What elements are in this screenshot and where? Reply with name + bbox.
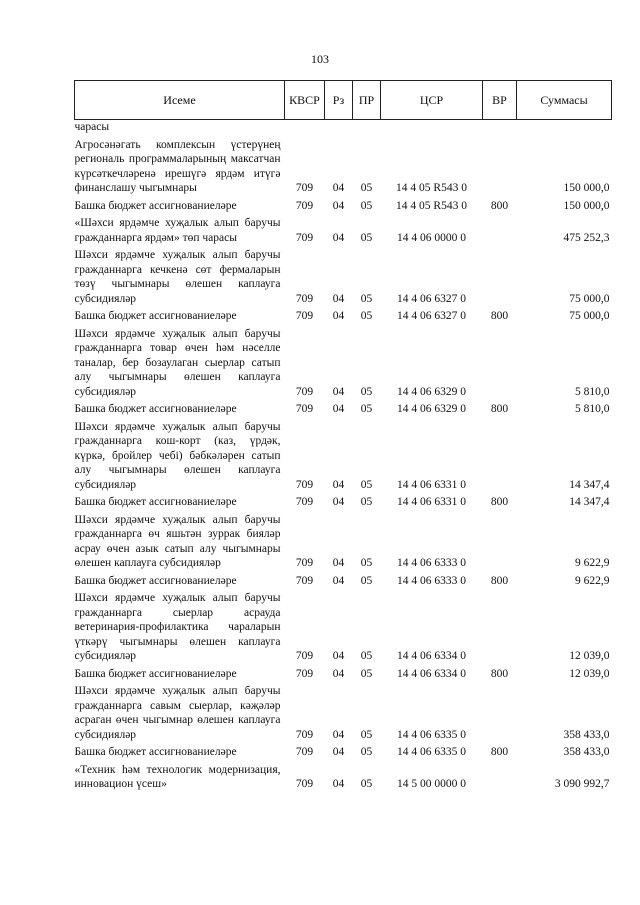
cell-rz: 04	[332, 650, 345, 662]
cell-name: Шәхси ярдәмче хуҗалык алып баручы гражданнарга кечкенә сөт фермаларын төзү чыгымнары өлешен каплауга субсидияләр	[74, 249, 281, 305]
table-body	[75, 120, 612, 795]
table-row	[75, 420, 612, 493]
cell-kvsr: 709	[295, 557, 314, 569]
cell-kvsr: 709	[295, 403, 314, 415]
cell-name: Башка бюджет ассигнованиеләре	[74, 667, 237, 680]
table-row	[75, 513, 612, 571]
cell-vr	[483, 513, 517, 571]
cell-name: Шәхси ярдәмче хуҗалык алып баручы гражданнарга өч яшьтән зуррак бияләр асрау өчен азык сатып алу чыгымнары өлешен каплауга субсидияләр	[74, 513, 281, 569]
cell-vr	[483, 684, 517, 742]
table-row	[75, 667, 612, 682]
cell-sum: 358 433,0	[563, 746, 610, 758]
cell-name: Башка бюджет ассигнованиеләре	[74, 310, 237, 322]
col-header-name: Исеме	[75, 81, 285, 120]
cell-sum: 12 039,0	[569, 650, 610, 662]
cell-vr	[483, 591, 517, 664]
cell-kvsr: 709	[295, 292, 314, 305]
cell-csr: 14 4 06 6329 0	[397, 403, 466, 415]
cell-csr: 14 4 06 0000 0	[397, 231, 466, 244]
cell-rz: 04	[332, 496, 345, 508]
cell-sum: 9 622,9	[575, 574, 610, 587]
cell-kvsr: 709	[295, 231, 314, 244]
table-row	[75, 138, 612, 196]
cell-csr: 14 4 06 6333 0	[397, 574, 466, 587]
cell-rz: 04	[332, 746, 345, 758]
cell-kvsr: 709	[295, 199, 314, 212]
cell-pr: 05	[360, 746, 373, 758]
cell-kvsr: 709	[295, 478, 314, 491]
cell-csr: 14 4 06 6331 0	[397, 478, 466, 491]
budget-table	[74, 80, 612, 795]
cell-vr: 800	[490, 310, 509, 322]
cell-pr: 05	[360, 667, 373, 680]
cell-rz: 04	[332, 292, 345, 305]
cell-pr: 05	[360, 199, 373, 212]
cell-rz	[325, 120, 353, 135]
cell-vr	[483, 327, 517, 400]
cell-name: Башка бюджет ассигнованиеләре	[74, 574, 237, 587]
cell-csr: 14 4 05 R543 0	[396, 182, 467, 194]
cell-pr: 05	[360, 478, 373, 491]
cell-csr	[381, 120, 483, 135]
cell-pr: 05	[360, 650, 373, 662]
table-header	[75, 81, 612, 120]
cell-pr: 05	[360, 403, 373, 415]
cell-name: Башка бюджет ассигнованиеләре	[74, 199, 237, 212]
cell-vr: 800	[490, 667, 509, 680]
cell-sum: 9 622,9	[575, 557, 610, 569]
table-row	[75, 216, 612, 245]
col-header-pr: ПР	[353, 81, 381, 120]
cell-sum: 358 433,0	[563, 728, 610, 741]
cell-csr: 14 4 06 6327 0	[397, 310, 466, 322]
cell-rz: 04	[332, 778, 345, 790]
cell-csr: 14 4 05 R543 0	[396, 199, 467, 212]
cell-kvsr: 709	[295, 496, 314, 508]
cell-kvsr: 709	[295, 310, 314, 322]
cell-sum: 475 252,3	[563, 231, 610, 244]
cell-sum: 14 347,4	[569, 478, 610, 491]
cell-csr: 14 4 06 6327 0	[397, 292, 466, 305]
page-number: 103	[311, 52, 329, 66]
cell-kvsr: 709	[295, 182, 314, 194]
cell-pr: 05	[360, 728, 373, 741]
cell-sum	[517, 120, 612, 135]
cell-kvsr: 709	[295, 650, 314, 662]
cell-vr	[483, 138, 517, 196]
cell-vr: 800	[490, 199, 509, 212]
cell-vr: 800	[490, 496, 509, 508]
table-row	[75, 684, 612, 742]
cell-csr: 14 4 06 6335 0	[397, 728, 466, 741]
cell-name: Башка бюджет ассигнованиеләре	[74, 496, 237, 508]
cell-pr: 05	[360, 182, 373, 194]
cell-vr: 800	[490, 574, 509, 587]
cell-pr: 05	[360, 310, 373, 322]
cell-name: Башка бюджет ассигнованиеләре	[74, 746, 237, 758]
table-row	[75, 199, 612, 214]
col-header-sum: Суммасы	[517, 81, 612, 120]
cell-sum: 3 090 992,7	[554, 778, 610, 790]
table-row	[75, 495, 612, 510]
cell-pr	[353, 120, 381, 135]
cell-name: Шәхси ярдәмче хуҗалык алып баручы гражданнарга савым сыерлар, кәҗәләр асраган өчен чыгымнар өлешен каплауга субсидияләр	[74, 685, 281, 741]
cell-name: Агросәнәгать комплексын үстерүнең региональ программаларының максатчан күрсәткечләренә ирешүгә ярдәм итүгә финанслашу чыгымнары	[74, 138, 281, 194]
cell-vr: 800	[490, 403, 509, 415]
cell-pr: 05	[360, 231, 373, 244]
table-row	[75, 309, 612, 324]
table-row	[75, 120, 612, 135]
cell-name: Шәхси ярдәмче хуҗалык алып баручы гражданнарга сыерлар асрауда ветеринария-профилактика чараларын үткәрү чыгымнары өлешен каплауга субсидияләр	[74, 592, 281, 662]
cell-sum: 150 000,0	[563, 182, 610, 194]
table-row	[75, 402, 612, 417]
cell-name: «Техник һәм технологик модернизация, инновацион үсеш»	[74, 763, 281, 790]
cell-name: Шәхси ярдәмче хуҗалык алып баручы гражданнарга кош-корт (каз, үрдәк, күркә, бройлер чебі) бәбкәләрен сатып алу чыгымнары өлешен каплауга субсидияләр	[74, 420, 281, 491]
cell-kvsr: 709	[295, 574, 314, 587]
cell-kvsr: 709	[295, 667, 314, 680]
cell-csr: 14 4 06 6329 0	[397, 385, 466, 398]
cell-sum: 14 347,4	[569, 496, 610, 508]
cell-pr: 05	[360, 292, 373, 305]
cell-name: Башка бюджет ассигнованиеләре	[74, 403, 237, 415]
table-row	[75, 248, 612, 306]
cell-csr: 14 4 06 6334 0	[397, 667, 466, 680]
cell-rz: 04	[332, 385, 345, 398]
col-header-csr: ЦСР	[381, 81, 483, 120]
cell-pr: 05	[360, 574, 373, 587]
cell-csr: 14 5 00 0000 0	[397, 778, 466, 790]
cell-vr: 800	[490, 746, 509, 758]
cell-rz: 04	[332, 199, 345, 212]
cell-rz: 04	[332, 182, 345, 194]
cell-vr	[483, 763, 517, 792]
cell-kvsr	[285, 120, 325, 135]
cell-kvsr: 709	[295, 778, 314, 790]
cell-pr: 05	[360, 496, 373, 508]
cell-rz: 04	[332, 728, 345, 741]
cell-name: чарасы	[74, 121, 110, 133]
cell-vr	[483, 120, 517, 135]
table-row	[75, 745, 612, 760]
table-row	[75, 591, 612, 664]
cell-vr	[483, 216, 517, 245]
cell-sum: 12 039,0	[569, 667, 610, 680]
cell-rz: 04	[332, 403, 345, 415]
cell-rz: 04	[332, 478, 345, 491]
cell-vr	[483, 248, 517, 306]
col-header-vr: ВР	[483, 81, 517, 120]
row-gap	[75, 792, 612, 795]
cell-rz: 04	[332, 667, 345, 680]
cell-csr: 14 4 06 6334 0	[397, 650, 466, 662]
col-header-kvsr: КВСР	[285, 81, 325, 120]
cell-kvsr: 709	[295, 385, 314, 398]
cell-pr: 05	[360, 557, 373, 569]
cell-rz: 04	[332, 557, 345, 569]
cell-csr: 14 4 06 6331 0	[397, 496, 466, 508]
cell-sum: 75 000,0	[569, 310, 610, 322]
cell-csr: 14 4 06 6333 0	[397, 557, 466, 569]
cell-rz: 04	[332, 310, 345, 322]
table-row	[75, 327, 612, 400]
cell-sum: 5 810,0	[575, 403, 610, 415]
row-gap-cell	[75, 792, 612, 795]
col-header-rz: Рз	[325, 81, 353, 120]
cell-sum: 5 810,0	[575, 385, 610, 398]
cell-name: «Шәхси ярдәмче хуҗалык алып баручы гражданнарга ярдәм» төп чарасы	[74, 217, 281, 244]
cell-kvsr: 709	[295, 728, 314, 741]
cell-kvsr: 709	[295, 746, 314, 758]
cell-vr	[483, 420, 517, 493]
cell-sum: 75 000,0	[569, 292, 610, 305]
cell-rz: 04	[332, 231, 345, 244]
table-row	[75, 574, 612, 589]
cell-sum: 150 000,0	[563, 199, 610, 212]
cell-pr: 05	[360, 778, 373, 790]
cell-name: Шәхси ярдәмче хуҗалык алып баручы гражданнарга товар өчен һәм нәселле таналар, бер бозаулаган сыерлар сатып алу чыгымнары өлешен каплауга субсидияләр	[74, 327, 281, 398]
cell-pr: 05	[360, 385, 373, 398]
cell-csr: 14 4 06 6335 0	[397, 746, 466, 758]
cell-rz: 04	[332, 574, 345, 587]
table-row	[75, 763, 612, 792]
